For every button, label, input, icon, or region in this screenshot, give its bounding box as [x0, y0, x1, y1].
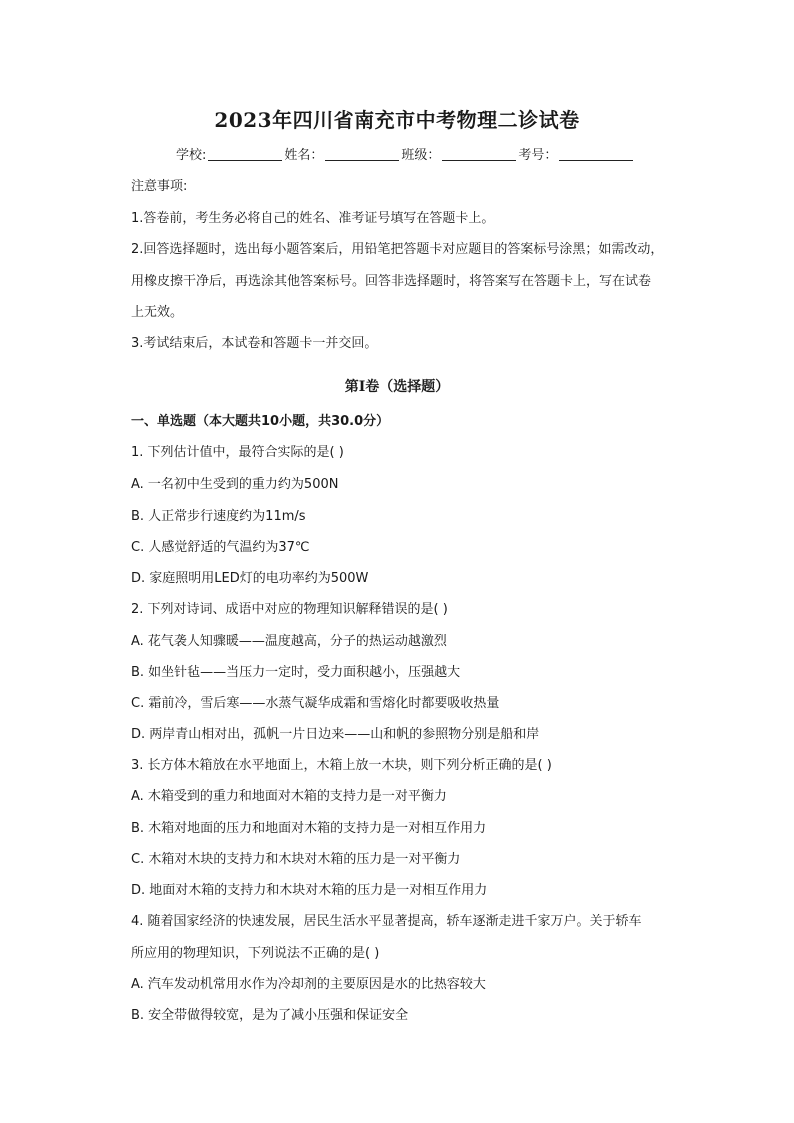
- class-blank[interactable]: [442, 159, 516, 161]
- name-blank[interactable]: [325, 159, 399, 161]
- question-2-option-c: C. 霜前冷，雪后寒——水蒸气凝华成霜和雪熔化时都要吸收热量: [131, 696, 500, 711]
- class-label: 班级：: [401, 148, 441, 163]
- name-field[interactable]: [284, 144, 401, 163]
- part-title: 第Ⅰ卷（选择题）: [344, 379, 450, 395]
- question-1-option-d: D. 家庭照明用LED灯的电功率约为500W: [131, 571, 369, 586]
- notes-item-2-line-2: 用橡皮擦干净后，再选涂其他答案标号。回答非选择题时，将答案写在答题卡上，写在试卷: [131, 274, 652, 289]
- notes-item-3: 3.考试结束后，本试卷和答题卡一并交回。: [131, 336, 378, 351]
- question-3-option-a: A. 木箱受到的重力和地面对木箱的支持力是一对平衡力: [131, 789, 447, 804]
- question-3-stem: 3. 长方体木箱放在水平地面上，木箱上放一木块，则下列分析正确的是( ): [131, 758, 552, 773]
- notes-item-1: 1.答卷前，考生务必将自己的姓名、准考证号填写在答题卡上。: [131, 211, 495, 226]
- exam-title: 2023年四川省南充市中考物理二诊试卷: [214, 108, 580, 132]
- class-field[interactable]: [401, 144, 518, 163]
- question-2-option-b: B. 如坐针毡——当压力一定时，受力面积越小，压强越大: [131, 665, 461, 680]
- question-1-option-a: A. 一名初中生受到的重力约为500N: [131, 477, 339, 492]
- question-1-stem: 1. 下列估计值中，最符合实际的是( ): [131, 445, 344, 460]
- school-blank[interactable]: [208, 159, 282, 161]
- question-4-option-a: A. 汽车发动机常用水作为冷却剂的主要原因是水的比热容较大: [131, 977, 486, 992]
- exam-no-label: 考号：: [518, 148, 558, 163]
- question-4-stem-line-1: 4. 随着国家经济的快速发展，居民生活水平显著提高，轿车逐渐走进千家万户。关于轿车: [131, 914, 642, 929]
- notes-heading: 注意事项:: [131, 179, 188, 194]
- notes-item-2-line-1: 2.回答选择题时，选出每小题答案后，用铅笔把答题卡对应题目的答案标号涂黑；如需改动，: [131, 242, 664, 257]
- name-label: 姓名：: [284, 148, 324, 163]
- school-field[interactable]: [176, 144, 284, 163]
- question-2-option-d: D. 两岸青山相对出，孤帆一片日边来——山和帆的参照物分别是船和岸: [131, 727, 540, 742]
- student-info-line: [176, 144, 635, 163]
- question-1-option-c: C. 人感觉舒适的气温约为37℃: [131, 540, 310, 555]
- exam-no-field[interactable]: [518, 144, 635, 163]
- question-4-stem-line-2: 所应用的物理知识，下列说法不正确的是( ): [131, 946, 380, 961]
- school-label: 学校:: [176, 148, 207, 163]
- question-2-option-a: A. 花气袭人知骤暖——温度越高，分子的热运动越激烈: [131, 634, 447, 649]
- question-3-option-d: D. 地面对木箱的支持力和木块对木箱的压力是一对相互作用力: [131, 883, 488, 898]
- exam-no-blank[interactable]: [559, 159, 633, 161]
- notes-item-2-line-3: 上无效。: [131, 305, 184, 320]
- question-4-option-b: B. 安全带做得较宽，是为了减小压强和保证安全: [131, 1008, 409, 1023]
- question-2-stem: 2. 下列对诗词、成语中对应的物理知识解释错误的是( ): [131, 602, 448, 617]
- question-1-option-b: B. 人正常步行速度约为11m/s: [131, 509, 306, 524]
- question-3-option-c: C. 木箱对木块的支持力和木块对木箱的压力是一对平衡力: [131, 852, 461, 867]
- section-heading: 一、单选题（本大题共10小题，共30.0分）: [131, 414, 390, 429]
- question-3-option-b: B. 木箱对地面的压力和地面对木箱的支持力是一对相互作用力: [131, 821, 487, 836]
